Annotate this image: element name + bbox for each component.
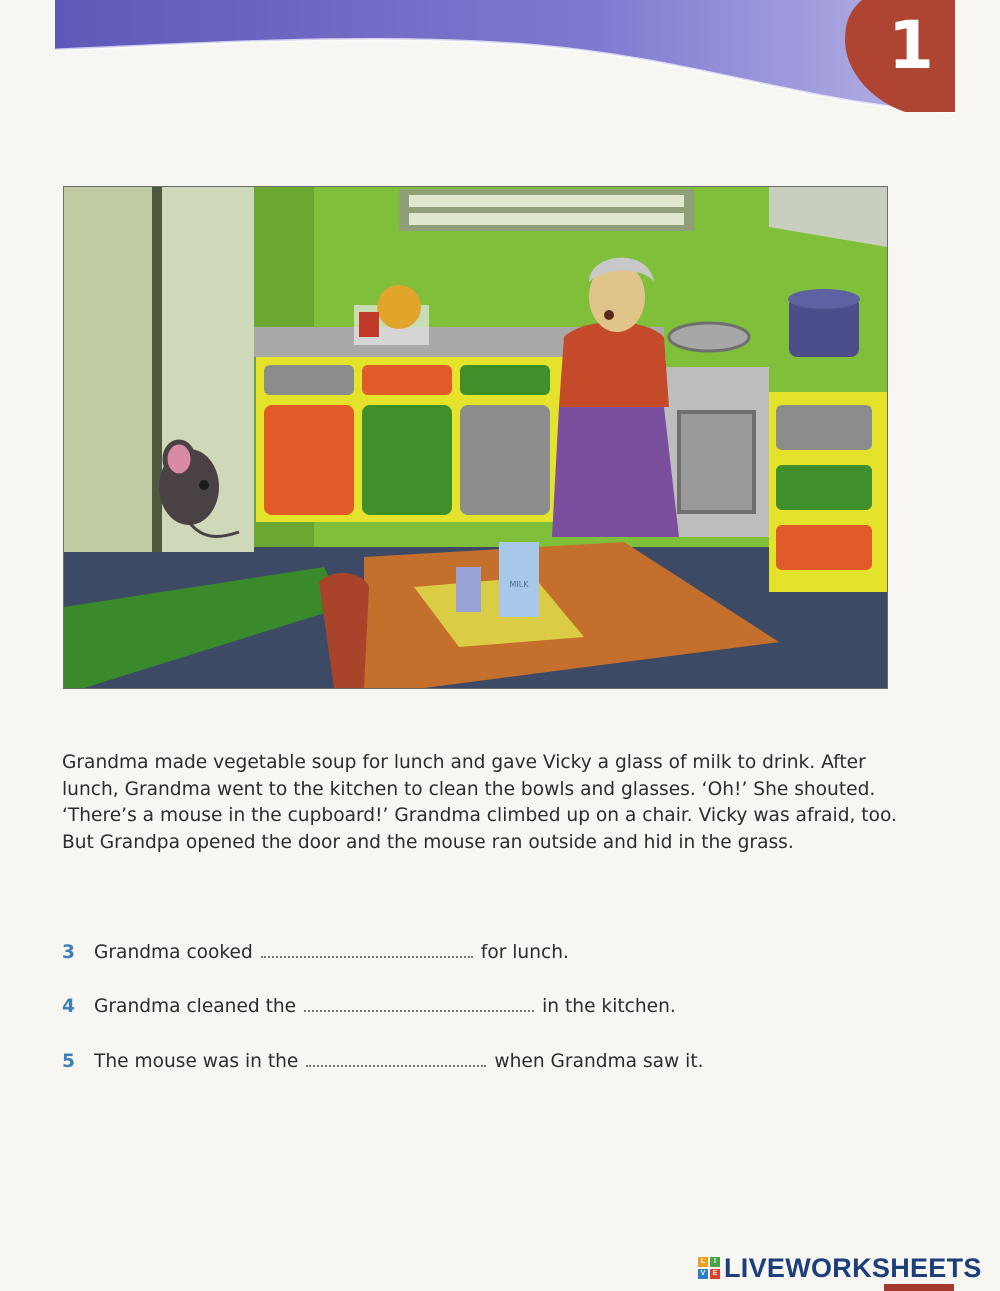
question-number: 3 [62,942,75,963]
question-3 [62,942,569,970]
kitchen-illustration [63,186,888,689]
question-5 [62,1051,704,1079]
question-text-after: in the kitchen. [542,996,676,1017]
header-band [0,0,1000,140]
question-number: 4 [62,996,75,1017]
watermark-text: LIVEWORKSHEETS [724,1252,982,1283]
answer-blank-3[interactable] [261,942,473,958]
question-text-before: Grandma cooked [94,942,253,963]
unit-number: 1 [888,6,934,84]
question-number: 5 [62,1051,75,1072]
question-4 [62,996,676,1024]
milk-label: MILK [509,580,529,589]
question-text-after: when Grandma saw it. [494,1051,704,1072]
story-passage: Grandma made vegetable soup for lunch and gave Vicky a glass of milk to drink. After lunch, Grandma went to the kitchen to clean the bowls and glasses. ‘Oh!’ She shouted. ‘There’s a mouse in the cupboard!’ Grandma climbed up on a chair. Vicky was afraid, too. But Grandpa opened the door and the mouse ran outside and hid in the grass. [62,752,897,853]
page-corner-tab [884,1284,954,1291]
liveworksheets-watermark [698,1252,982,1284]
liveworksheets-logo-icon: L I V E [698,1257,720,1279]
question-text-before: The mouse was in the [94,1051,299,1072]
question-text-before: Grandma cleaned the [94,996,297,1017]
question-text-after: for lunch. [480,942,569,963]
answer-blank-5[interactable] [306,1051,486,1067]
answer-blank-4[interactable] [304,996,534,1012]
